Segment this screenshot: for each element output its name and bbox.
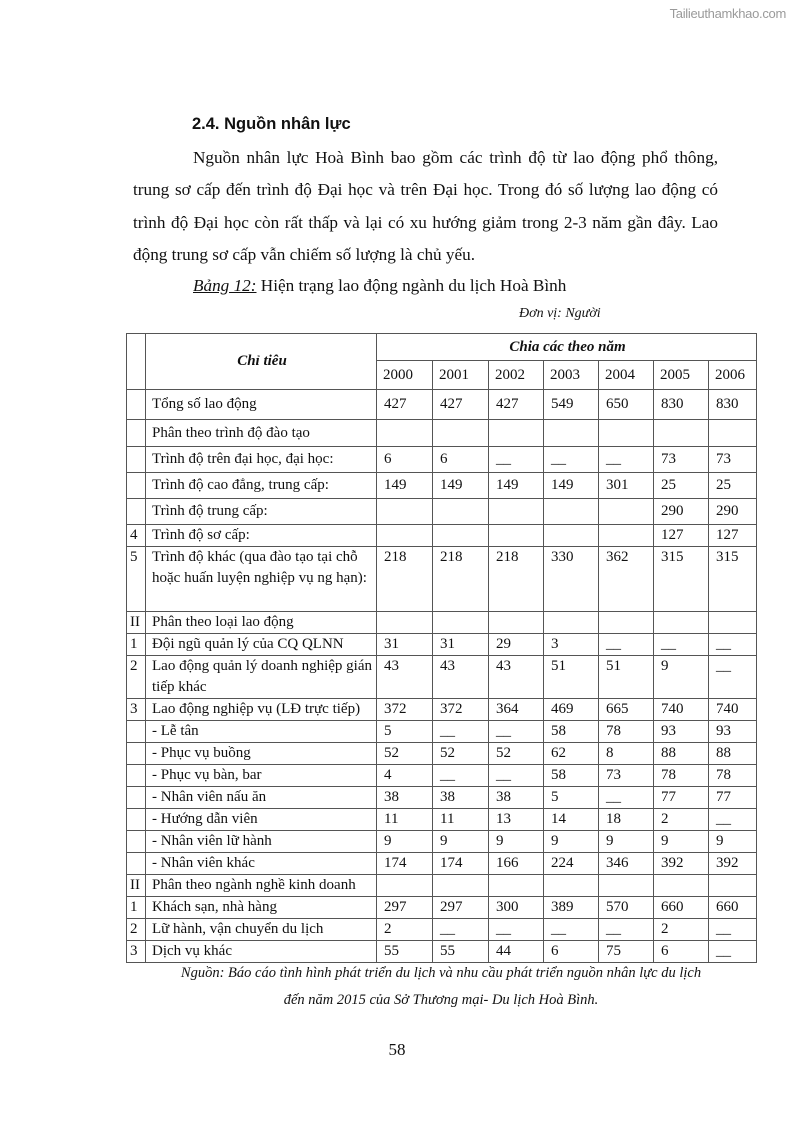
value-cell: 73 xyxy=(709,447,757,473)
value-cell: 660 xyxy=(654,897,709,919)
value-cell: 372 xyxy=(377,699,433,721)
row-index xyxy=(127,420,146,447)
year-header: 2004 xyxy=(599,361,654,390)
table-row xyxy=(127,447,757,473)
value-cell: 78 xyxy=(654,765,709,787)
row-label: Phân theo ngành nghề kinh doanh xyxy=(146,875,377,897)
value-cell: 38 xyxy=(433,787,489,809)
table-row xyxy=(127,499,757,525)
row-index xyxy=(127,853,146,875)
value-cell: 58 xyxy=(544,721,599,743)
value-cell: 55 xyxy=(433,941,489,963)
value-cell: 11 xyxy=(433,809,489,831)
value-cell: __ xyxy=(709,634,757,656)
value-cell: 346 xyxy=(599,853,654,875)
value-cell: 372 xyxy=(433,699,489,721)
value-cell xyxy=(544,499,599,525)
value-cell: 43 xyxy=(377,656,433,699)
value-cell: __ xyxy=(599,919,654,941)
value-cell: 224 xyxy=(544,853,599,875)
value-cell: 427 xyxy=(489,390,544,420)
value-cell: 218 xyxy=(489,547,544,612)
row-label: Khách sạn, nhà hàng xyxy=(146,897,377,919)
row-label: Phân theo trình độ đào tạo xyxy=(146,420,377,447)
row-index: 2 xyxy=(127,919,146,941)
value-cell: 11 xyxy=(377,809,433,831)
value-cell xyxy=(489,875,544,897)
value-cell: 4 xyxy=(377,765,433,787)
row-index: II xyxy=(127,875,146,897)
row-index xyxy=(127,743,146,765)
value-cell xyxy=(544,420,599,447)
value-cell: 6 xyxy=(654,941,709,963)
value-cell xyxy=(489,420,544,447)
value-cell: 6 xyxy=(377,447,433,473)
row-label: - Hướng dẫn viên xyxy=(146,809,377,831)
unit-note: Đơn vị: Người xyxy=(519,306,601,321)
criteria-header: Chỉ tiêu xyxy=(146,334,377,390)
value-cell: 301 xyxy=(599,473,654,499)
table-row xyxy=(127,547,757,612)
value-cell: __ xyxy=(599,634,654,656)
table-row xyxy=(127,809,757,831)
value-cell: 77 xyxy=(654,787,709,809)
value-cell: 62 xyxy=(544,743,599,765)
row-label: Lao động nghiệp vụ (LĐ trực tiếp) xyxy=(146,699,377,721)
row-label: Trình độ trên đại học, đại học: xyxy=(146,447,377,473)
value-cell: 58 xyxy=(544,765,599,787)
value-cell: __ xyxy=(433,765,489,787)
value-cell: 75 xyxy=(599,941,654,963)
value-cell: 93 xyxy=(709,721,757,743)
table-row xyxy=(127,656,757,699)
table-row xyxy=(127,634,757,656)
row-index xyxy=(127,721,146,743)
value-cell xyxy=(377,420,433,447)
table-row xyxy=(127,420,757,447)
value-cell: 174 xyxy=(377,853,433,875)
value-cell: 290 xyxy=(654,499,709,525)
labor-table xyxy=(126,333,757,963)
row-index: 4 xyxy=(127,525,146,547)
years-group-header: Chia các theo năm xyxy=(377,334,757,361)
value-cell: 2 xyxy=(654,809,709,831)
value-cell: 14 xyxy=(544,809,599,831)
value-cell xyxy=(599,612,654,634)
value-cell: 9 xyxy=(654,831,709,853)
table-row xyxy=(127,765,757,787)
value-cell: 315 xyxy=(709,547,757,612)
value-cell: 88 xyxy=(654,743,709,765)
table-row xyxy=(127,743,757,765)
value-cell: 300 xyxy=(489,897,544,919)
value-cell: 2 xyxy=(654,919,709,941)
value-cell: 44 xyxy=(489,941,544,963)
value-cell xyxy=(433,420,489,447)
value-cell xyxy=(433,499,489,525)
value-cell xyxy=(709,612,757,634)
year-header: 2000 xyxy=(377,361,433,390)
value-cell: __ xyxy=(433,919,489,941)
value-cell: 740 xyxy=(654,699,709,721)
source-note-line2: đến năm 2015 của Sở Thương mại- Du lịch Hoà Bình. xyxy=(283,992,599,1008)
row-index: II xyxy=(127,612,146,634)
value-cell: 31 xyxy=(433,634,489,656)
value-cell xyxy=(377,525,433,547)
row-label: - Phục vụ buồng xyxy=(146,743,377,765)
value-cell: 174 xyxy=(433,853,489,875)
value-cell xyxy=(489,525,544,547)
value-cell: __ xyxy=(489,721,544,743)
value-cell: 9 xyxy=(433,831,489,853)
value-cell: 389 xyxy=(544,897,599,919)
value-cell: 830 xyxy=(709,390,757,420)
value-cell: __ xyxy=(489,765,544,787)
value-cell: 55 xyxy=(377,941,433,963)
value-cell: 78 xyxy=(599,721,654,743)
row-label: - Nhân viên nấu ăn xyxy=(146,787,377,809)
table-row xyxy=(127,390,757,420)
row-index xyxy=(127,765,146,787)
value-cell: 469 xyxy=(544,699,599,721)
value-cell: __ xyxy=(654,634,709,656)
value-cell xyxy=(433,525,489,547)
value-cell: 9 xyxy=(599,831,654,853)
year-header: 2006 xyxy=(709,361,757,390)
row-label: Phân theo loại lao động xyxy=(146,612,377,634)
value-cell: 25 xyxy=(654,473,709,499)
value-cell: 93 xyxy=(654,721,709,743)
value-cell: 52 xyxy=(433,743,489,765)
value-cell: 38 xyxy=(489,787,544,809)
table-row xyxy=(127,721,757,743)
body-paragraph: Nguồn nhân lực Hoà Bình bao gồm các trình độ từ lao động phổ thông, trung sơ cấp đến trình độ Đại học và trên Đại học. Trong đó số lượng lao động có trình độ Đại học còn rất thấp và lại có xu hướng giảm trong 2-3 năm gần đây. Lao động trung sơ cấp vẫn chiếm số lượng là chủ yếu. xyxy=(133,148,718,264)
value-cell: __ xyxy=(599,787,654,809)
value-cell xyxy=(709,875,757,897)
row-index xyxy=(127,447,146,473)
value-cell: 665 xyxy=(599,699,654,721)
year-header: 2001 xyxy=(433,361,489,390)
value-cell xyxy=(377,499,433,525)
value-cell: 297 xyxy=(433,897,489,919)
table-row xyxy=(127,787,757,809)
row-index xyxy=(127,473,146,499)
row-index xyxy=(127,390,146,420)
value-cell: 427 xyxy=(433,390,489,420)
row-index: 3 xyxy=(127,699,146,721)
table-row xyxy=(127,853,757,875)
value-cell: 31 xyxy=(377,634,433,656)
value-cell: 5 xyxy=(544,787,599,809)
row-label: Trình độ trung cấp: xyxy=(146,499,377,525)
value-cell xyxy=(544,612,599,634)
value-cell: 218 xyxy=(377,547,433,612)
table-caption-title: Hiện trạng lao động ngành du lịch Hoà Bình xyxy=(256,276,567,295)
value-cell xyxy=(544,875,599,897)
value-cell xyxy=(654,875,709,897)
value-cell: 78 xyxy=(709,765,757,787)
value-cell: 290 xyxy=(709,499,757,525)
value-cell: __ xyxy=(709,941,757,963)
value-cell: __ xyxy=(709,919,757,941)
value-cell: 88 xyxy=(709,743,757,765)
section-heading: 2.4. Nguồn nhân lực xyxy=(192,115,351,133)
row-label: Đội ngũ quản lý của CQ QLNN xyxy=(146,634,377,656)
value-cell: 660 xyxy=(709,897,757,919)
value-cell: 29 xyxy=(489,634,544,656)
source-note xyxy=(126,960,756,1014)
value-cell: 830 xyxy=(654,390,709,420)
value-cell xyxy=(654,420,709,447)
value-cell xyxy=(489,499,544,525)
table-row xyxy=(127,919,757,941)
value-cell: __ xyxy=(489,447,544,473)
table-row xyxy=(127,473,757,499)
value-cell: 392 xyxy=(709,853,757,875)
value-cell: __ xyxy=(599,447,654,473)
value-cell: 3 xyxy=(544,634,599,656)
value-cell: 149 xyxy=(433,473,489,499)
value-cell: 77 xyxy=(709,787,757,809)
value-cell xyxy=(489,612,544,634)
value-cell xyxy=(433,612,489,634)
value-cell: 392 xyxy=(654,853,709,875)
row-label: Trình độ cao đẳng, trung cấp: xyxy=(146,473,377,499)
value-cell: 9 xyxy=(654,656,709,699)
value-cell: 13 xyxy=(489,809,544,831)
value-cell: 51 xyxy=(544,656,599,699)
source-note-line1: Nguồn: Báo cáo tình hình phát triển du lịch và nhu cầu phát triển nguồn nhân lực du lịch xyxy=(180,965,702,981)
value-cell: 218 xyxy=(433,547,489,612)
row-index xyxy=(127,499,146,525)
row-index: 5 xyxy=(127,547,146,612)
value-cell: 570 xyxy=(599,897,654,919)
value-cell: 364 xyxy=(489,699,544,721)
value-cell: 740 xyxy=(709,699,757,721)
value-cell: 9 xyxy=(377,831,433,853)
value-cell: 8 xyxy=(599,743,654,765)
value-cell: __ xyxy=(544,919,599,941)
value-cell: 149 xyxy=(489,473,544,499)
value-cell: __ xyxy=(433,721,489,743)
index-header xyxy=(127,334,146,390)
value-cell xyxy=(599,499,654,525)
value-cell: 127 xyxy=(654,525,709,547)
value-cell: 297 xyxy=(377,897,433,919)
value-cell xyxy=(377,875,433,897)
value-cell xyxy=(709,420,757,447)
row-label: Lữ hành, vận chuyển du lịch xyxy=(146,919,377,941)
value-cell: 2 xyxy=(377,919,433,941)
value-cell xyxy=(599,875,654,897)
value-cell: 650 xyxy=(599,390,654,420)
row-index xyxy=(127,787,146,809)
value-cell: 427 xyxy=(377,390,433,420)
row-index xyxy=(127,809,146,831)
row-label: Trình độ sơ cấp: xyxy=(146,525,377,547)
row-label: - Lễ tân xyxy=(146,721,377,743)
value-cell: 149 xyxy=(544,473,599,499)
value-cell: __ xyxy=(489,919,544,941)
value-cell xyxy=(654,612,709,634)
row-index xyxy=(127,831,146,853)
value-cell: 5 xyxy=(377,721,433,743)
table-caption-label: Bảng 12: xyxy=(193,276,257,295)
value-cell: 38 xyxy=(377,787,433,809)
value-cell: 362 xyxy=(599,547,654,612)
value-cell: 330 xyxy=(544,547,599,612)
value-cell: __ xyxy=(544,447,599,473)
value-cell: 51 xyxy=(599,656,654,699)
value-cell: 6 xyxy=(433,447,489,473)
row-label: - Nhân viên khác xyxy=(146,853,377,875)
value-cell: 166 xyxy=(489,853,544,875)
value-cell: 549 xyxy=(544,390,599,420)
value-cell: 9 xyxy=(709,831,757,853)
row-label: Dịch vụ khác xyxy=(146,941,377,963)
value-cell: 18 xyxy=(599,809,654,831)
value-cell: 149 xyxy=(377,473,433,499)
table-row xyxy=(127,897,757,919)
value-cell xyxy=(599,525,654,547)
row-label: - Phục vụ bàn, bar xyxy=(146,765,377,787)
value-cell: 9 xyxy=(489,831,544,853)
value-cell: 73 xyxy=(654,447,709,473)
value-cell: 315 xyxy=(654,547,709,612)
value-cell xyxy=(599,420,654,447)
value-cell xyxy=(433,875,489,897)
value-cell xyxy=(544,525,599,547)
year-header: 2003 xyxy=(544,361,599,390)
row-label: Lao động quản lý doanh nghiệp gián tiếp khác xyxy=(146,656,377,699)
table-row xyxy=(127,699,757,721)
value-cell: 52 xyxy=(377,743,433,765)
value-cell: 127 xyxy=(709,525,757,547)
value-cell: 52 xyxy=(489,743,544,765)
table-row xyxy=(127,831,757,853)
year-header: 2002 xyxy=(489,361,544,390)
value-cell: 25 xyxy=(709,473,757,499)
row-index: 2 xyxy=(127,656,146,699)
value-cell: 43 xyxy=(433,656,489,699)
table-caption xyxy=(193,276,566,296)
row-index: 3 xyxy=(127,941,146,963)
year-header: 2005 xyxy=(654,361,709,390)
value-cell: __ xyxy=(709,809,757,831)
value-cell: 43 xyxy=(489,656,544,699)
value-cell: 73 xyxy=(599,765,654,787)
row-index: 1 xyxy=(127,634,146,656)
value-cell: 9 xyxy=(544,831,599,853)
row-label: - Nhân viên lữ hành xyxy=(146,831,377,853)
row-label: Trình độ khác (qua đào tạo tại chỗ hoặc huấn luyện nghiệp vụ ng hạn): xyxy=(146,547,377,612)
value-cell xyxy=(377,612,433,634)
value-cell: 6 xyxy=(544,941,599,963)
value-cell: __ xyxy=(709,656,757,699)
table-row xyxy=(127,875,757,897)
table-row xyxy=(127,525,757,547)
row-index: 1 xyxy=(127,897,146,919)
table-row xyxy=(127,612,757,634)
watermark: Tailieuthamkhao.com xyxy=(669,6,786,21)
page-number: 58 xyxy=(388,1040,406,1059)
row-label: Tổng số lao động xyxy=(146,390,377,420)
